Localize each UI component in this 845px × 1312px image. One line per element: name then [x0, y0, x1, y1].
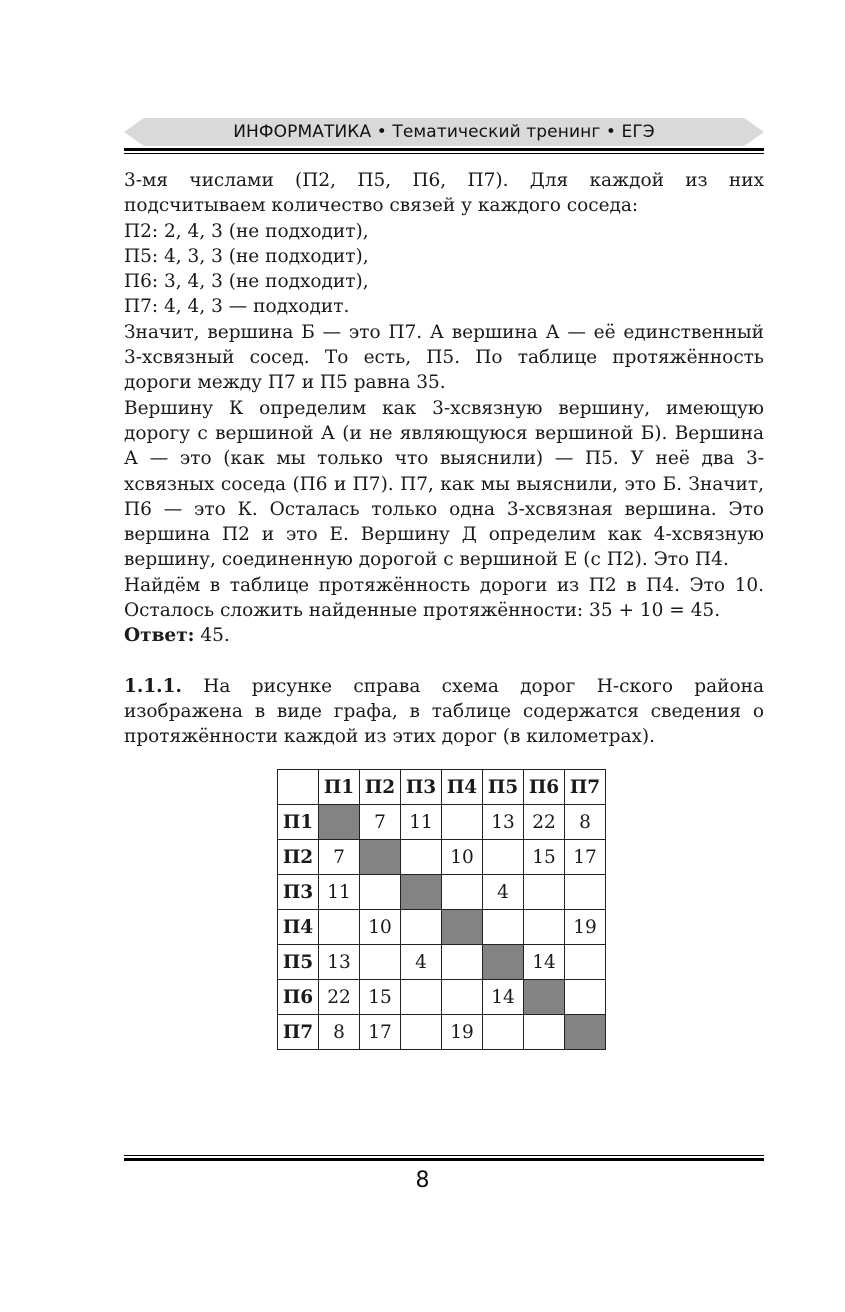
row-header: П3	[278, 875, 319, 910]
paragraph: П7: 4, 4, 3 — подходит.	[124, 296, 350, 318]
table-cell	[524, 1015, 565, 1050]
table-row	[278, 945, 606, 980]
table-cell: 14	[524, 945, 565, 980]
answer-value: 45.	[194, 625, 230, 647]
row-header: П1	[278, 805, 319, 840]
table-row	[278, 875, 606, 910]
table-cell	[401, 910, 442, 945]
table-cell	[401, 1015, 442, 1050]
table-cell: 15	[360, 980, 401, 1015]
table-cell	[360, 945, 401, 980]
table-cell: 7	[319, 840, 360, 875]
table-cell	[442, 875, 483, 910]
table-row	[278, 910, 606, 945]
table-cell	[442, 805, 483, 840]
table-cell: 17	[360, 1015, 401, 1050]
task-statement	[124, 674, 764, 750]
paragraph: 3-мя числами (П2, П5, П6, П7). Для каждой из них подсчитываем количество связей у каждого соседа:	[124, 170, 764, 217]
answer-line	[124, 623, 764, 648]
column-header: П4	[442, 770, 483, 805]
column-header: П7	[565, 770, 606, 805]
column-header: П1	[319, 770, 360, 805]
spacer	[124, 649, 764, 674]
paragraph: П2: 2, 4, 3 (не подходит),	[124, 220, 369, 242]
header-title: ИНФОРМАТИКА • Тематический тренинг • ЕГЭ	[233, 122, 655, 142]
running-header	[124, 116, 764, 148]
table-cell	[442, 980, 483, 1015]
table-cell: 11	[319, 875, 360, 910]
task-number: 1.1.1.	[124, 675, 182, 697]
table-cell	[360, 875, 401, 910]
table-cell: 13	[483, 805, 524, 840]
table-cell: 19	[565, 910, 606, 945]
table-cell: 10	[442, 840, 483, 875]
column-header: П3	[401, 770, 442, 805]
paragraph: Значит, вершина Б — это П7. А вершина А — её единственный 3-хсвязный сосед. То есть, П5. По таблице протяжённость дороги между П7 и П5 равна 35.	[124, 321, 764, 394]
footer-rule-thick	[124, 1158, 764, 1161]
column-header: П5	[483, 770, 524, 805]
diagonal-cell	[319, 805, 360, 840]
page-number: 8	[415, 1168, 430, 1193]
table-cell	[319, 910, 360, 945]
table-cell	[565, 945, 606, 980]
row-header: П4	[278, 910, 319, 945]
table-cell: 17	[565, 840, 606, 875]
table-cell: 15	[524, 840, 565, 875]
header-rule-thick	[124, 148, 764, 151]
table-cell: 7	[360, 805, 401, 840]
table-cell	[565, 980, 606, 1015]
column-header: П2	[360, 770, 401, 805]
table-cell	[524, 910, 565, 945]
row-header: П5	[278, 945, 319, 980]
table-cell: 8	[319, 1015, 360, 1050]
main-text	[124, 168, 764, 750]
table-cell	[483, 1015, 524, 1050]
table-corner-cell	[278, 770, 319, 805]
table-cell	[483, 910, 524, 945]
table-cell: 4	[483, 875, 524, 910]
task-text: На рисунке справа схема дорог Н-ского района изображена в виде графа, в таблице содержатся сведения о протяжённости каждой из этих дорог (в километрах).	[124, 675, 764, 748]
table-row	[278, 840, 606, 875]
table-header-row	[278, 770, 606, 805]
table-cell: 8	[565, 805, 606, 840]
table-row	[278, 1015, 606, 1050]
paragraph: П5: 4, 3, 3 (не подходит),	[124, 245, 369, 267]
table-cell: 13	[319, 945, 360, 980]
table-cell	[565, 875, 606, 910]
table-cell	[483, 840, 524, 875]
footer-rule-thin	[124, 1155, 764, 1156]
diagonal-cell	[565, 1015, 606, 1050]
diagonal-cell	[360, 840, 401, 875]
answer-label: Ответ:	[124, 625, 195, 647]
table-cell: 11	[401, 805, 442, 840]
diagonal-cell	[442, 910, 483, 945]
table-row	[278, 805, 606, 840]
table-row	[278, 980, 606, 1015]
column-header: П6	[524, 770, 565, 805]
table-cell: 22	[524, 805, 565, 840]
row-header: П2	[278, 840, 319, 875]
row-header: П7	[278, 1015, 319, 1050]
table-cell	[524, 875, 565, 910]
row-header: П6	[278, 980, 319, 1015]
header-rule-thin	[124, 153, 764, 154]
paragraph: Вершину К определим как 3-хсвязную вершину, имеющую дорогу с вершиной А (и не являющуюся вершиной Б). Вершина А — это (как мы только что выяснили) — П5. У неё два 3-хсвязных соседа (П6 и П7). П7, как мы выяснили, это Б. Значит, П6 — это К. Осталась только одна 3-хсвязная вершина. Это вершина П2 и это Е. Вершину Д определим как 4-хсвязную вершину, соединенную дорогой с вершиной Е (с П2). Это П4.	[124, 397, 764, 571]
paragraph: П6: 3, 4, 3 (не подходит),	[124, 271, 369, 293]
diagonal-cell	[401, 875, 442, 910]
table-cell: 4	[401, 945, 442, 980]
table-cell: 14	[483, 980, 524, 1015]
table-cell: 19	[442, 1015, 483, 1050]
table-cell: 10	[360, 910, 401, 945]
distance-table	[277, 769, 606, 1050]
table-cell: 22	[319, 980, 360, 1015]
table-cell	[401, 980, 442, 1015]
diagonal-cell	[524, 980, 565, 1015]
table-cell	[442, 945, 483, 980]
paragraph: Найдём в таблице протяжённость дороги из П2 в П4. Это 10. Осталось сложить найденные протяжённости: 35 + 10 = 45.	[124, 574, 764, 622]
table-cell	[401, 840, 442, 875]
diagonal-cell	[483, 945, 524, 980]
